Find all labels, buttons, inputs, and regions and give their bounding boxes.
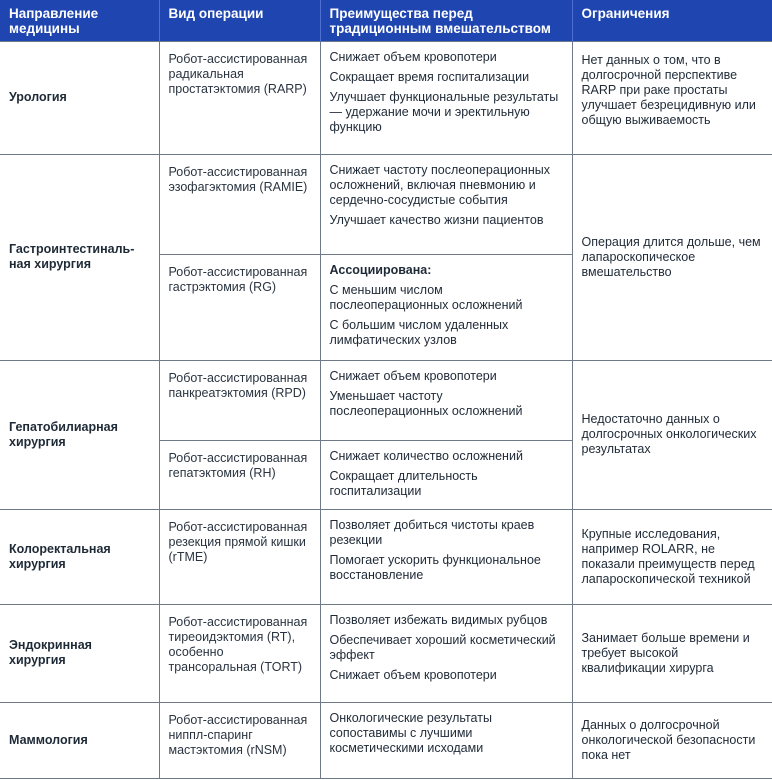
advantage-item: Снижает количество осложнений: [329, 448, 523, 463]
advantage-item: Улучшает качество жизни пациентов: [329, 212, 544, 227]
limitations-cell: Данных о долгосрочной онкологической безопасности пока нет: [572, 702, 772, 778]
header-advantages: Преимущества перед традиционным вмешательством: [320, 0, 572, 41]
direction-cell: Гепатобилиарная хирургия: [0, 360, 159, 509]
operation-cell: Робот-ассистированная ниппл-спаринг мастэктомия (rNSM): [159, 702, 320, 778]
table-row: [0, 702, 772, 778]
advantages-cell: [320, 41, 572, 154]
advantage-item: Уменьшает частоту послеоперационных осложнений: [329, 388, 523, 418]
advantage-item: Сокращает время госпитализации: [329, 69, 530, 84]
advantage-item: Снижает объем кровопотери: [329, 368, 497, 383]
operation-cell: Робот-ассистированная резекция прямой кишки (rTME): [159, 509, 320, 604]
limitations-cell: Операция длится дольше, чем лапароскопическое вмешательство: [572, 154, 772, 360]
direction-cell: Колоректальная хирургия: [0, 509, 159, 604]
table-row: [0, 41, 772, 154]
advantages-cell: [320, 440, 572, 509]
advantages-cell: [320, 254, 572, 360]
operation-cell: Робот-ассистированная эзофагэктомия (RAMIE): [159, 154, 320, 254]
direction-cell: Эндокринная хирургия: [0, 604, 159, 702]
advantage-item: Снижает частоту послеоперационных осложнений, включая пневмонию и сердечно-сосудистые события: [329, 162, 550, 207]
advantages-cell: [320, 702, 572, 778]
table-row: [0, 154, 772, 254]
direction-cell: Маммология: [0, 702, 159, 778]
advantage-item: Онкологические результаты сопоставимы с лучшими косметическими исходами: [329, 710, 492, 755]
table-header-row: [0, 0, 772, 41]
advantage-item: Снижает объем кровопотери: [329, 49, 497, 64]
advantage-item: Сокращает длительность госпитализации: [329, 468, 478, 498]
advantage-item: Позволяет избежать видимых рубцов: [329, 612, 548, 627]
header-operation: Вид операции: [159, 0, 320, 41]
advantages-cell: [320, 360, 572, 440]
advantage-item: С меньшим числом послеоперационных осложнений: [329, 282, 523, 312]
table-row: [0, 509, 772, 604]
header-limitations: Ограничения: [572, 0, 772, 41]
advantages-cell: [320, 509, 572, 604]
limitations-cell: Занимает больше времени и требует высокой квалификации хирурга: [572, 604, 772, 702]
operation-cell: Робот-ассистированная гепатэктомия (RH): [159, 440, 320, 509]
advantage-lead: Ассоциирована:: [329, 262, 432, 277]
table-row: [0, 604, 772, 702]
direction-cell: Гастроинтестиналь-ная хирургия: [0, 154, 159, 360]
advantage-item: Улучшает функциональные результаты — удержание мочи и эректильную функцию: [329, 89, 559, 134]
advantages-cell: [320, 604, 572, 702]
advantages-cell: [320, 154, 572, 254]
advantage-item: Обеспечивает хороший косметический эффект: [329, 632, 556, 662]
operation-cell: Робот-ассистированная гастрэктомия (RG): [159, 254, 320, 360]
advantage-item: С большим числом удаленных лимфатических узлов: [329, 317, 509, 347]
limitations-cell: Крупные исследования, например ROLARR, не показали преимуществ перед лапароскопической техникой: [572, 509, 772, 604]
advantage-item: Позволяет добиться чистоты краев резекции: [329, 517, 535, 547]
advantage-item: Помогает ускорить функциональное восстановление: [329, 552, 541, 582]
operation-cell: Робот-ассистированная панкреатэктомия (RPD): [159, 360, 320, 440]
limitations-cell: Недостаточно данных о долгосрочных онкологических результатах: [572, 360, 772, 509]
table-row: [0, 360, 772, 440]
advantage-item: Снижает объем кровопотери: [329, 667, 497, 682]
header-direction: Направление медицины: [0, 0, 159, 41]
direction-cell: Урология: [0, 41, 159, 154]
limitations-cell: Нет данных о том, что в долгосрочной перспективе RARP при раке простаты улучшает безрецидивную или общую выживаемость: [572, 41, 772, 154]
operation-cell: Робот-ассистированная тиреоидэктомия (RT), особенно трансоральная (TORT): [159, 604, 320, 702]
operation-cell: Робот-ассистированная радикальная простатэктомия (RARP): [159, 41, 320, 154]
